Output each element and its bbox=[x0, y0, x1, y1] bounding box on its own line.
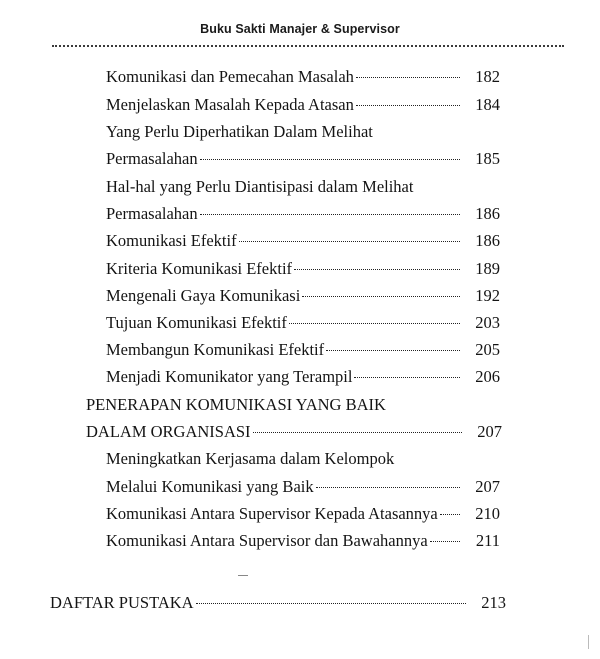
toc-entry[interactable] bbox=[106, 476, 500, 498]
toc-entry[interactable] bbox=[106, 94, 500, 116]
toc-entry[interactable] bbox=[106, 203, 500, 225]
toc-entry-page: 211 bbox=[475, 531, 500, 550]
dot-leader bbox=[196, 603, 466, 604]
toc-entry-title: Permasalahan bbox=[106, 204, 198, 223]
dot-leader bbox=[239, 241, 460, 242]
toc-entry-title: Komunikasi dan Pemecahan Masalah bbox=[106, 67, 354, 86]
toc-entry-page: 213 bbox=[481, 593, 506, 612]
toc-entry-page: 189 bbox=[475, 259, 500, 278]
dot-leader bbox=[200, 159, 460, 160]
toc-entry[interactable] bbox=[106, 148, 500, 170]
toc-entry-title: Komunikasi Antara Supervisor Kepada Atasannya bbox=[106, 504, 438, 523]
toc-entry-title: Komunikasi Antara Supervisor dan Bawahannya bbox=[106, 531, 428, 550]
dot-leader bbox=[289, 323, 460, 324]
page-edge-mark bbox=[588, 635, 594, 649]
toc-entry[interactable] bbox=[106, 121, 462, 143]
toc-entry[interactable] bbox=[106, 366, 500, 388]
toc-entry-page: 206 bbox=[475, 367, 500, 386]
dot-leader bbox=[200, 214, 460, 215]
toc-section-entry[interactable] bbox=[86, 394, 464, 416]
toc-entry-page: 186 bbox=[475, 231, 500, 250]
dot-leader bbox=[356, 105, 460, 106]
dot-leader bbox=[302, 296, 460, 297]
toc-entry-page: 186 bbox=[475, 204, 500, 223]
dot-leader bbox=[354, 377, 460, 378]
toc-section-entry[interactable] bbox=[86, 421, 502, 443]
dot-leader bbox=[253, 432, 462, 433]
toc-entry-page: 192 bbox=[475, 286, 500, 305]
separator-dash bbox=[238, 575, 248, 576]
toc-entry[interactable] bbox=[106, 258, 500, 280]
toc-entry-title: Menjelaskan Masalah Kepada Atasan bbox=[106, 95, 354, 114]
toc-entry-title: Permasalahan bbox=[106, 149, 198, 168]
toc-entry-title: Melalui Komunikasi yang Baik bbox=[106, 477, 314, 496]
toc-entry-title: PENERAPAN KOMUNIKASI YANG BAIK bbox=[86, 395, 386, 414]
toc-entry-title: Kriteria Komunikasi Efektif bbox=[106, 259, 293, 278]
toc-entry[interactable] bbox=[106, 339, 500, 361]
toc-entry-title: Membangun Komunikasi Efektif bbox=[106, 340, 325, 359]
toc-entry[interactable] bbox=[106, 503, 500, 525]
toc-entry-page: 182 bbox=[475, 67, 500, 86]
dot-leader bbox=[430, 541, 460, 542]
toc-entry-page: 185 bbox=[475, 149, 500, 168]
toc-entry-title: Hal-hal yang Perlu Diantisipasi dalam Melihat bbox=[106, 177, 414, 196]
toc-entry-title: DAFTAR PUSTAKA bbox=[50, 593, 194, 612]
toc-entry[interactable] bbox=[106, 66, 500, 88]
dot-leader bbox=[316, 487, 460, 488]
toc-entry-page: 184 bbox=[475, 95, 500, 114]
toc-entry[interactable] bbox=[106, 230, 500, 252]
toc-entry-title: Komunikasi Efektif bbox=[106, 231, 237, 250]
dot-leader bbox=[356, 77, 460, 78]
running-header: Buku Sakti Manajer & Supervisor bbox=[200, 22, 400, 36]
toc-entry[interactable] bbox=[106, 176, 462, 198]
toc-entry-page: 203 bbox=[475, 313, 500, 332]
toc-entry[interactable] bbox=[106, 448, 462, 470]
dot-leader bbox=[326, 350, 460, 351]
toc-entry[interactable] bbox=[106, 312, 500, 334]
toc-entry-title: Meningkatkan Kerjasama dalam Kelompok bbox=[106, 449, 395, 468]
toc-chapter-entry[interactable] bbox=[50, 592, 506, 614]
toc-entry-page: 205 bbox=[475, 340, 500, 359]
dot-leader bbox=[440, 514, 460, 515]
toc-entry-title: Tujuan Komunikasi Efektif bbox=[106, 313, 287, 332]
toc-entry-title: Menjadi Komunikator yang Terampil bbox=[106, 367, 353, 386]
toc-entry-page: 207 bbox=[477, 422, 502, 441]
toc-entry-page: 210 bbox=[475, 504, 500, 523]
toc-entry[interactable] bbox=[106, 530, 500, 552]
toc-entry-page: 207 bbox=[475, 477, 500, 496]
toc-entry-title: DALAM ORGANISASI bbox=[86, 422, 251, 441]
toc-entry-title: Mengenali Gaya Komunikasi bbox=[106, 286, 301, 305]
toc-entry[interactable] bbox=[106, 285, 500, 307]
toc-entry-title: Yang Perlu Diperhatikan Dalam Melihat bbox=[106, 122, 373, 141]
dot-leader bbox=[294, 269, 460, 270]
